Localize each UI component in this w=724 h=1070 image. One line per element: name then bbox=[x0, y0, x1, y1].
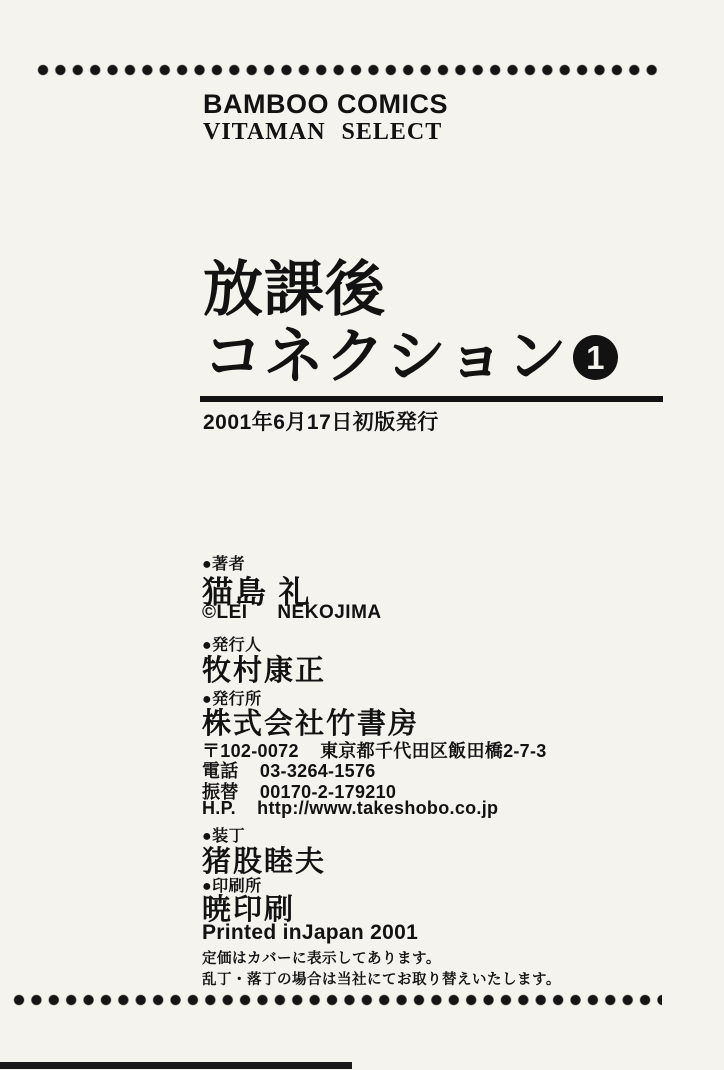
brand-line-vitaman-select: VITAMAN SELECT bbox=[203, 119, 443, 146]
brand-line-bamboo-comics: BAMBOO COMICS bbox=[203, 89, 448, 119]
printer-name: 暁印刷 bbox=[202, 894, 296, 926]
title-line1: 放課後 bbox=[203, 256, 386, 323]
publisher-name: 株式会社竹書房 bbox=[202, 708, 420, 740]
price-note: 定価はカバーに表示してあります。 bbox=[202, 951, 441, 967]
brand-logo bbox=[203, 90, 448, 146]
scan-edge-artifact bbox=[0, 1062, 352, 1069]
author-name: 猫島 礼 bbox=[202, 575, 312, 610]
title-underline-rule bbox=[200, 396, 663, 402]
printed-in-line: Printed inJapan 2001 bbox=[202, 921, 419, 944]
title-line2 bbox=[203, 323, 618, 390]
title-line2-text: コネクション bbox=[203, 323, 568, 390]
publisher-transfer-account: 振替 00170-2-179210 bbox=[202, 782, 397, 802]
bottom-dotted-divider bbox=[12, 993, 662, 1007]
design-section-label: ●装丁 bbox=[202, 828, 246, 845]
designer-name: 猪股睦夫 bbox=[202, 846, 327, 878]
publisher-person-label: ●発行人 bbox=[202, 637, 262, 654]
printer-section-label: ●印刷所 bbox=[202, 878, 262, 895]
volume-badge: 1 bbox=[573, 335, 618, 380]
publisher-phone: 電話 03-3264-1576 bbox=[202, 761, 376, 781]
publisher-section-label: ●発行所 bbox=[202, 691, 262, 708]
publisher-postal-address: 〒102-0072 東京都千代田区飯田橋2-7-3 bbox=[202, 741, 547, 761]
edition-date: 2001年6月17日初版発行 bbox=[203, 411, 439, 434]
author-section-label: ●著者 bbox=[202, 556, 246, 573]
top-dotted-divider bbox=[36, 63, 663, 77]
book-title bbox=[203, 256, 618, 390]
publisher-person-name: 牧村康正 bbox=[202, 655, 327, 687]
publisher-homepage-url: H.P. http://www.takeshobo.co.jp bbox=[202, 798, 499, 818]
copyright-line: ©LEI NEKOJIMA bbox=[202, 602, 382, 623]
defective-copy-note: 乱丁・落丁の場合は当社にてお取り替えいたします。 bbox=[202, 972, 561, 988]
